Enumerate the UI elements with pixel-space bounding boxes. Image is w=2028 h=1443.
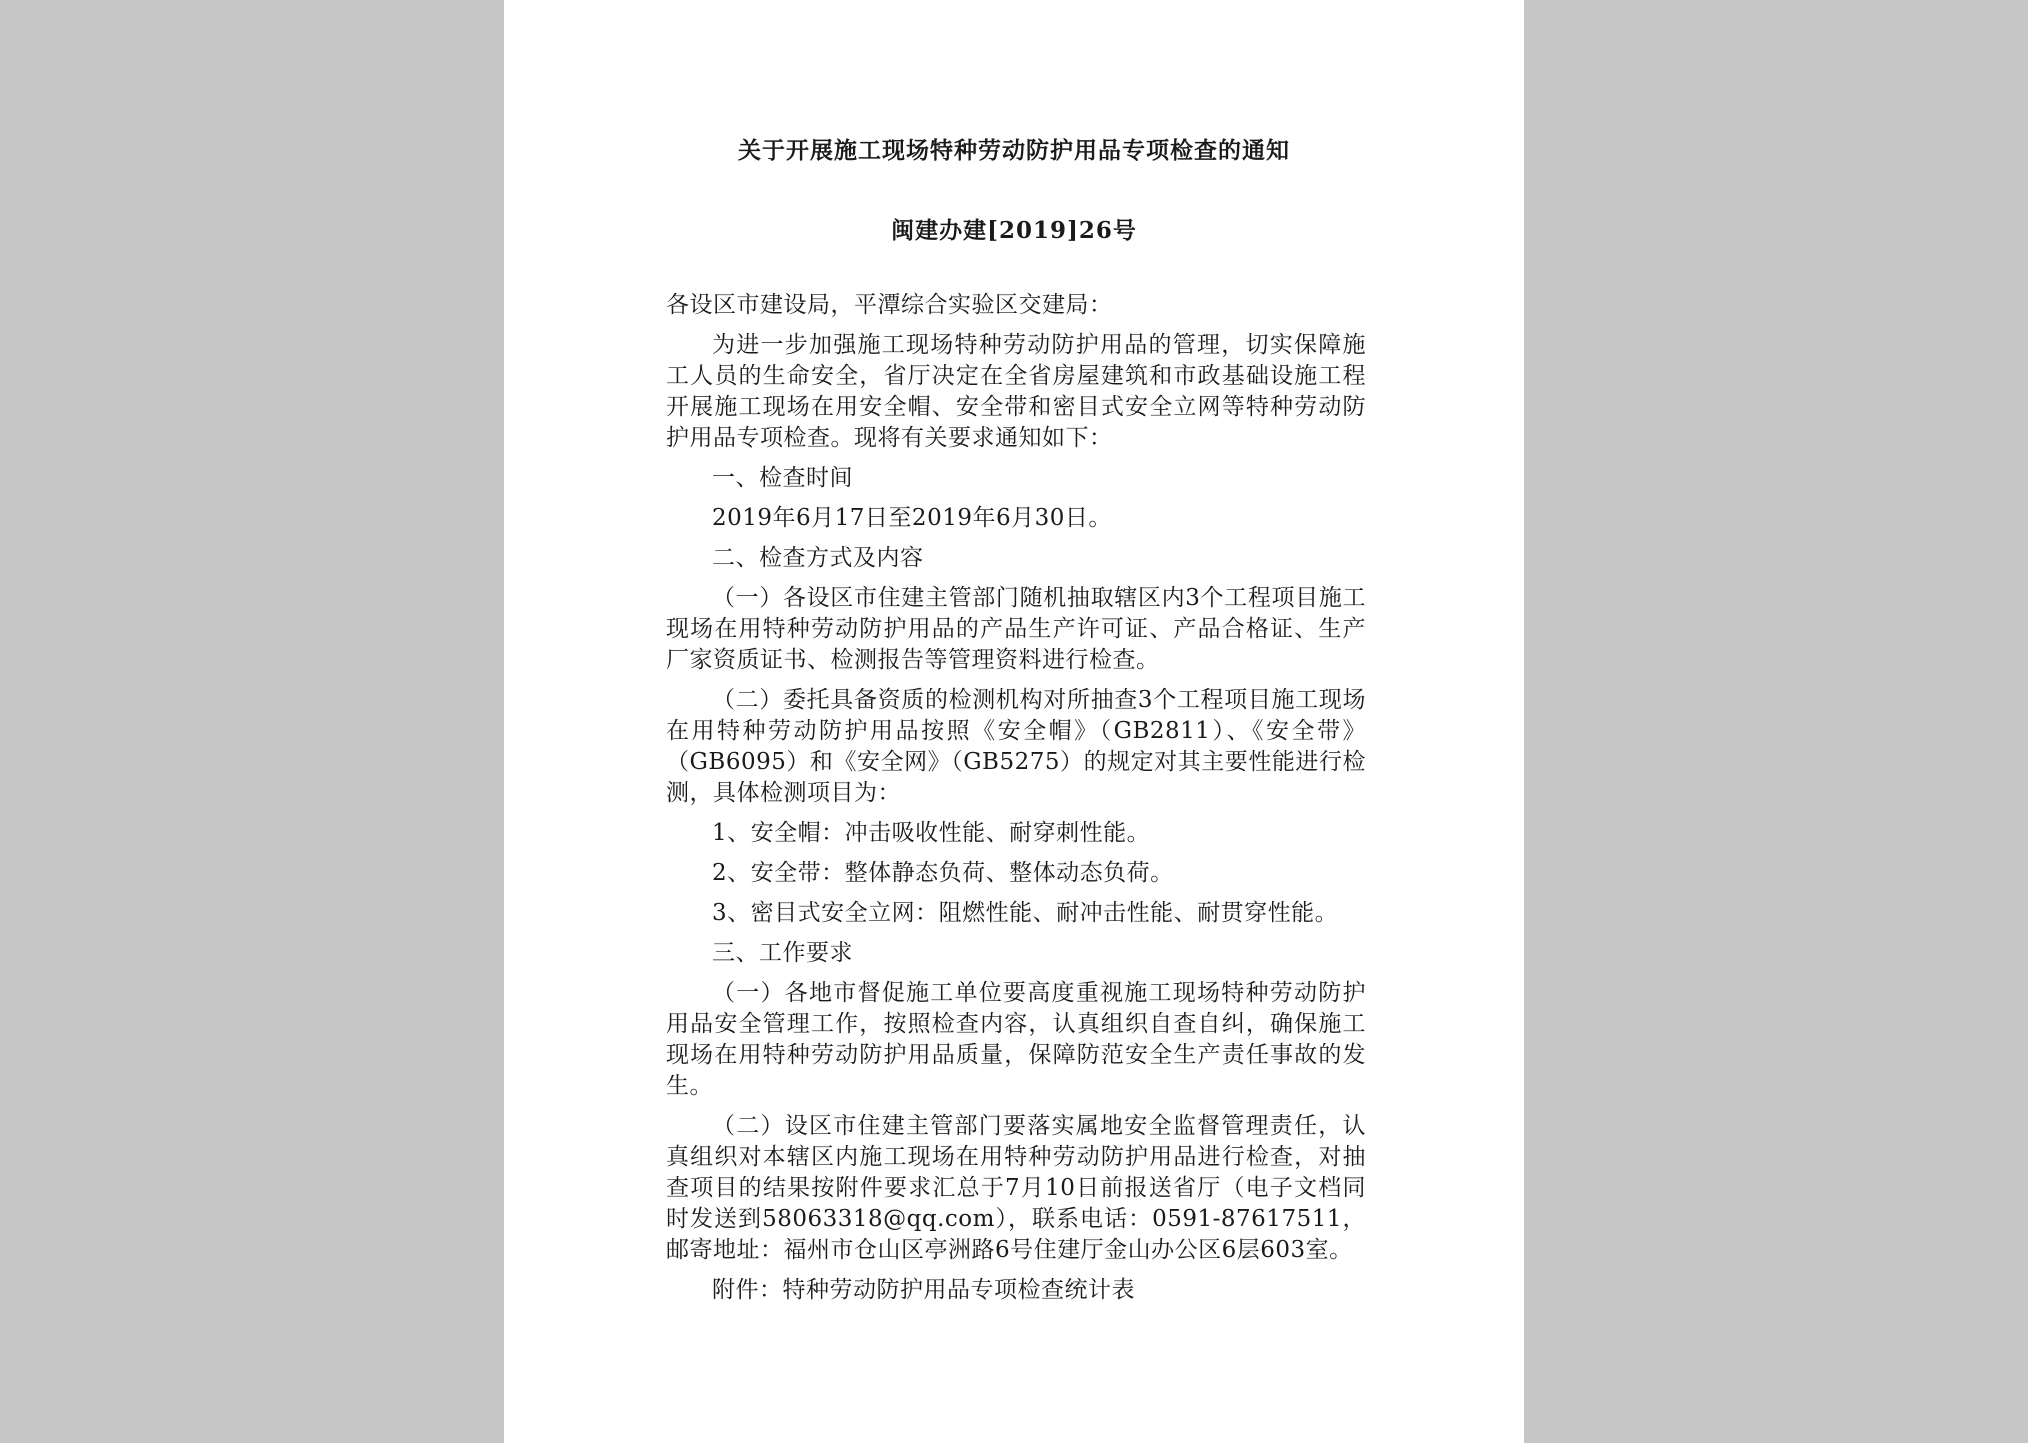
attachment-line: 附件：特种劳动防护用品专项检查统计表 — [712, 1277, 1135, 1303]
document-page — [504, 0, 1524, 1443]
section3-item2: （二）设区市住建主管部门要落实属地安全监督管理责任，认真组织对本辖区内施工现场在用特种劳动防护用品进行检查，对抽查项目的结果按附件要求汇总于7月10日前报送省厅（电子文档同时发送到58063318@qq.com），联系电话：0591-87617511，邮寄地址：福州市仓山区亭洲路6号住建厅金山办公区6层603室。 — [666, 1113, 1366, 1263]
section2-item1: （一）各设区市住建主管部门随机抽取辖区内3个工程项目施工现场在用特种劳动防护用品的产品生产许可证、产品合格证、生产厂家资质证书、检测报告等管理资料进行检查。 — [666, 585, 1366, 673]
section3-item1: （一）各地市督促施工单位要高度重视施工现场特种劳动防护用品安全管理工作，按照检查内容，认真组织自查自纠，确保施工现场在用特种劳动防护用品质量，保障防范安全生产责任事故的发生。 — [666, 980, 1366, 1099]
section3-heading: 三、工作要求 — [712, 940, 853, 966]
intro-paragraph: 为进一步加强施工现场特种劳动防护用品的管理，切实保障施工人员的生命安全，省厅决定在全省房屋建筑和市政基础设施工程开展施工现场在用安全帽、安全带和密目式安全立网等特种劳动防护用品专项检查。现将有关要求通知如下： — [666, 332, 1366, 451]
section1-text: 2019年6月17日至2019年6月30日。 — [712, 505, 1112, 531]
test-item-net: 3、密目式安全立网：阻燃性能、耐冲击性能、耐贯穿性能。 — [712, 900, 1339, 926]
section1-heading: 一、检查时间 — [712, 465, 853, 491]
document-number: 闽建办建[2019]26号 — [891, 217, 1137, 244]
document-body — [666, 290, 1366, 1315]
salutation: 各设区市建设局，平潭综合实验区交建局： — [666, 292, 1113, 318]
section2-heading: 二、检查方式及内容 — [712, 545, 924, 571]
section2-item2: （二）委托具备资质的检测机构对所抽查3个工程项目施工现场在用特种劳动防护用品按照《安全帽》（GB2811）、《安全带》（GB6095）和《安全网》（GB5275）的规定对其主要性能进行检测，具体检测项目为： — [666, 687, 1366, 806]
test-item-belt: 2、安全带：整体静态负荷、整体动态负荷。 — [712, 860, 1174, 886]
test-item-helmet: 1、安全帽：冲击吸收性能、耐穿刺性能。 — [712, 820, 1151, 846]
document-title: 关于开展施工现场特种劳动防护用品专项检查的通知 — [738, 137, 1290, 164]
